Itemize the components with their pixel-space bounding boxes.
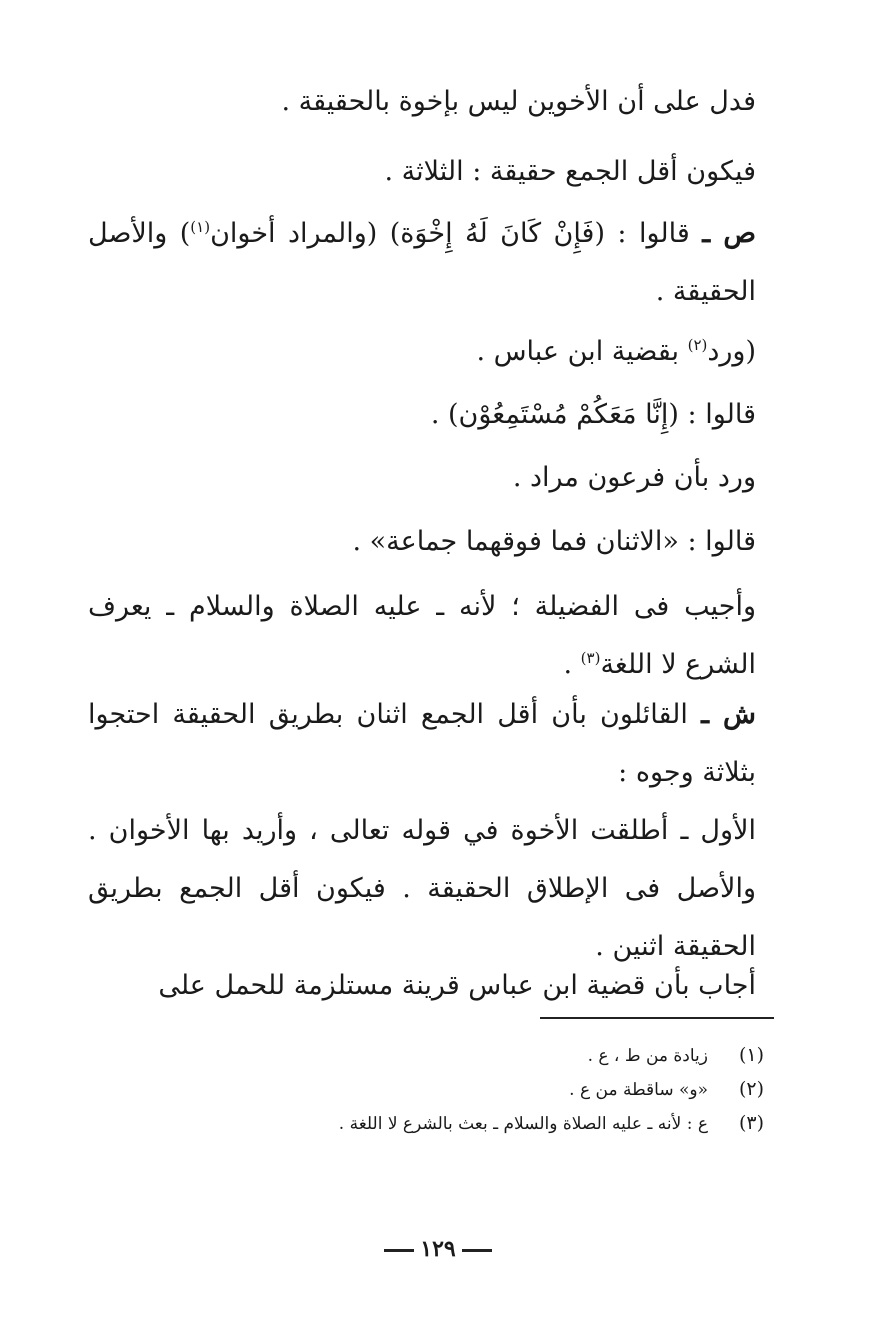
line-text: بقضية ابن عباس .: [476, 336, 688, 367]
section-marker-sad: ص ـ: [702, 218, 757, 249]
text-line-7: قالوا : «الاثنان فما فوقهما جماعة» .: [352, 526, 756, 557]
dash-decoration: [384, 1249, 414, 1252]
text-line-4: [476, 330, 756, 374]
footnote-number: (١): [738, 1044, 764, 1066]
paragraph-first: الأول ـ أطلقت الأخوة في قوله تعالى ، وأريد بها الأخوان . والأصل فى الإطلاق الحقيقة . فيكون أقل الجمع بطريق الحقيقة اثنين .: [88, 815, 756, 962]
footnote-separator: [540, 1017, 774, 1019]
text-line-5: قالوا : (إِنَّا مَعَكُمْ مُسْتَمِعُوْن) .: [430, 399, 756, 430]
footnote-number: (٢): [738, 1078, 764, 1100]
page-number-value: ١٢٩: [420, 1236, 456, 1262]
text-line-6: ورد بأن فرعون مراد .: [512, 462, 756, 493]
dash-decoration: [462, 1249, 492, 1252]
paragraph-shin: [88, 686, 756, 802]
footnote-1: [588, 1040, 764, 1071]
footnote-ref-2: (٢): [687, 336, 708, 354]
paragraph-text: ) والأصل الحقيقة .: [88, 218, 756, 307]
section-marker-shin: ش ـ: [701, 699, 756, 730]
footnote-3: [339, 1108, 764, 1139]
text-line-1: فدل على أن الأخوين ليس بإخوة بالحقيقة .: [281, 86, 756, 117]
footnote-2: [569, 1074, 764, 1105]
paragraph-text: القائلون بأن أقل الجمع اثنان بطريق الحقيقة احتجوا بثلاثة وجوه :: [88, 699, 756, 788]
paragraph-answer: [88, 578, 756, 694]
paragraph-text: قالوا : (فَإِنْ كَانَ لَهُ إِخْوَة) (والمراد أخوان: [210, 218, 703, 249]
paragraph-sad: [88, 205, 756, 321]
footnote-ref-3: (٣): [580, 649, 601, 667]
footnote-number: (٣): [738, 1112, 764, 1134]
footnote-text: زيادة من ط ، ع .: [587, 1046, 708, 1066]
line-text: (ورد: [707, 336, 756, 367]
page-number: [0, 1236, 876, 1262]
footnote-ref-1: (١): [190, 218, 211, 236]
text-line-11: أجاب بأن قضية ابن عباس قرينة مستلزمة للحمل على: [158, 970, 756, 1001]
paragraph-text: .: [563, 649, 581, 680]
footnote-text: ع : لأنه ـ عليه الصلاة والسلام ـ بعث بالشرع لا اللغة .: [338, 1114, 708, 1134]
footnote-text: «و» ساقطة من ع .: [569, 1080, 708, 1100]
paragraph-text: وأجيب فى الفضيلة ؛ لأنه ـ عليه الصلاة والسلام ـ يعرف الشرع لا اللغة: [88, 591, 756, 680]
text-line-2: فيكون أقل الجمع حقيقة : الثلاثة .: [384, 156, 756, 187]
